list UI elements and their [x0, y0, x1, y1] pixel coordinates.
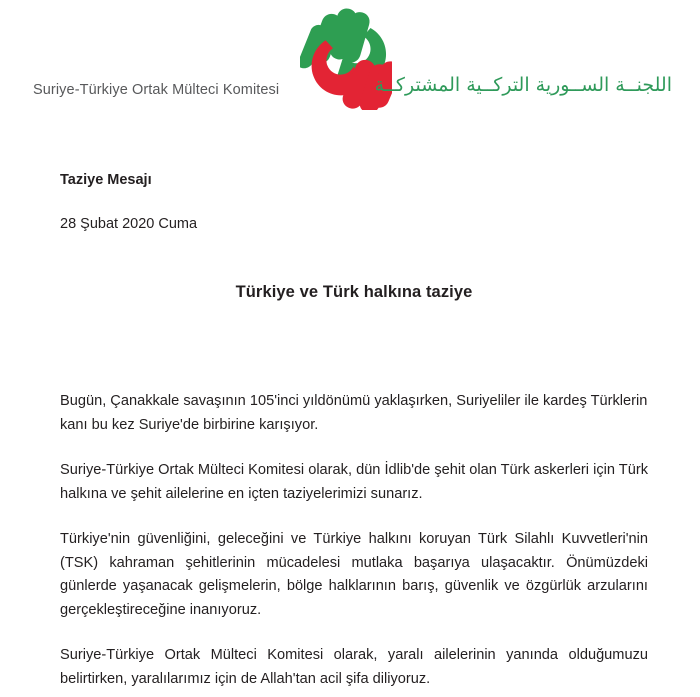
- organization-name-arabic: اللجنــة الســورية التركــية المشتركــة: [374, 74, 672, 96]
- organization-name-turkish: Suriye-Türkiye Ortak Mülteci Komitesi: [33, 82, 280, 98]
- message-date: 28 Şubat 2020 Cuma: [60, 216, 198, 232]
- message-paragraph: Türkiye'nin güvenliğini, geleceğini ve Türkiye halkını koruyan Türk Silahlı Kuvvetleri'nin (TSK) kahraman şehitlerinin mücadelesi mutlaka başarıya ulaşacaktır. Önümüzdeki günlerde yaşanacak gelişmelerin, bölge halklarının barış, güvenlik ve özgürlük arzularını gerçekleştireceğine inanıyoruz.: [60, 531, 648, 618]
- message-paragraph: Suriye-Türkiye Ortak Mülteci Komitesi olarak, dün İdlib'de şehit olan Türk askerleri için Türk halkına ve şehit ailelerine en içten taziyelerimizi sunarız.: [60, 462, 648, 502]
- message-paragraph: Bugün, Çanakkale savaşının 105'inci yıldönümü yaklaşırken, Suriyeliler ile kardeş Türklerin kanı bu kez Suriye'de birbirine karışıyor.: [60, 393, 648, 433]
- document-content: [0, 128, 700, 691]
- message-body: [60, 390, 648, 691]
- message-paragraph: Suriye-Türkiye Ortak Mülteci Komitesi olarak, yaralı ailelerinin yanında olduğumuzu belirtirken, yaralılarımız için de Allah'tan acil şifa diliyoruz.: [60, 647, 648, 687]
- page-title: Türkiye ve Türk halkına taziye: [235, 283, 473, 301]
- message-type-label: Taziye Mesajı: [60, 172, 152, 188]
- letterhead: [0, 0, 700, 128]
